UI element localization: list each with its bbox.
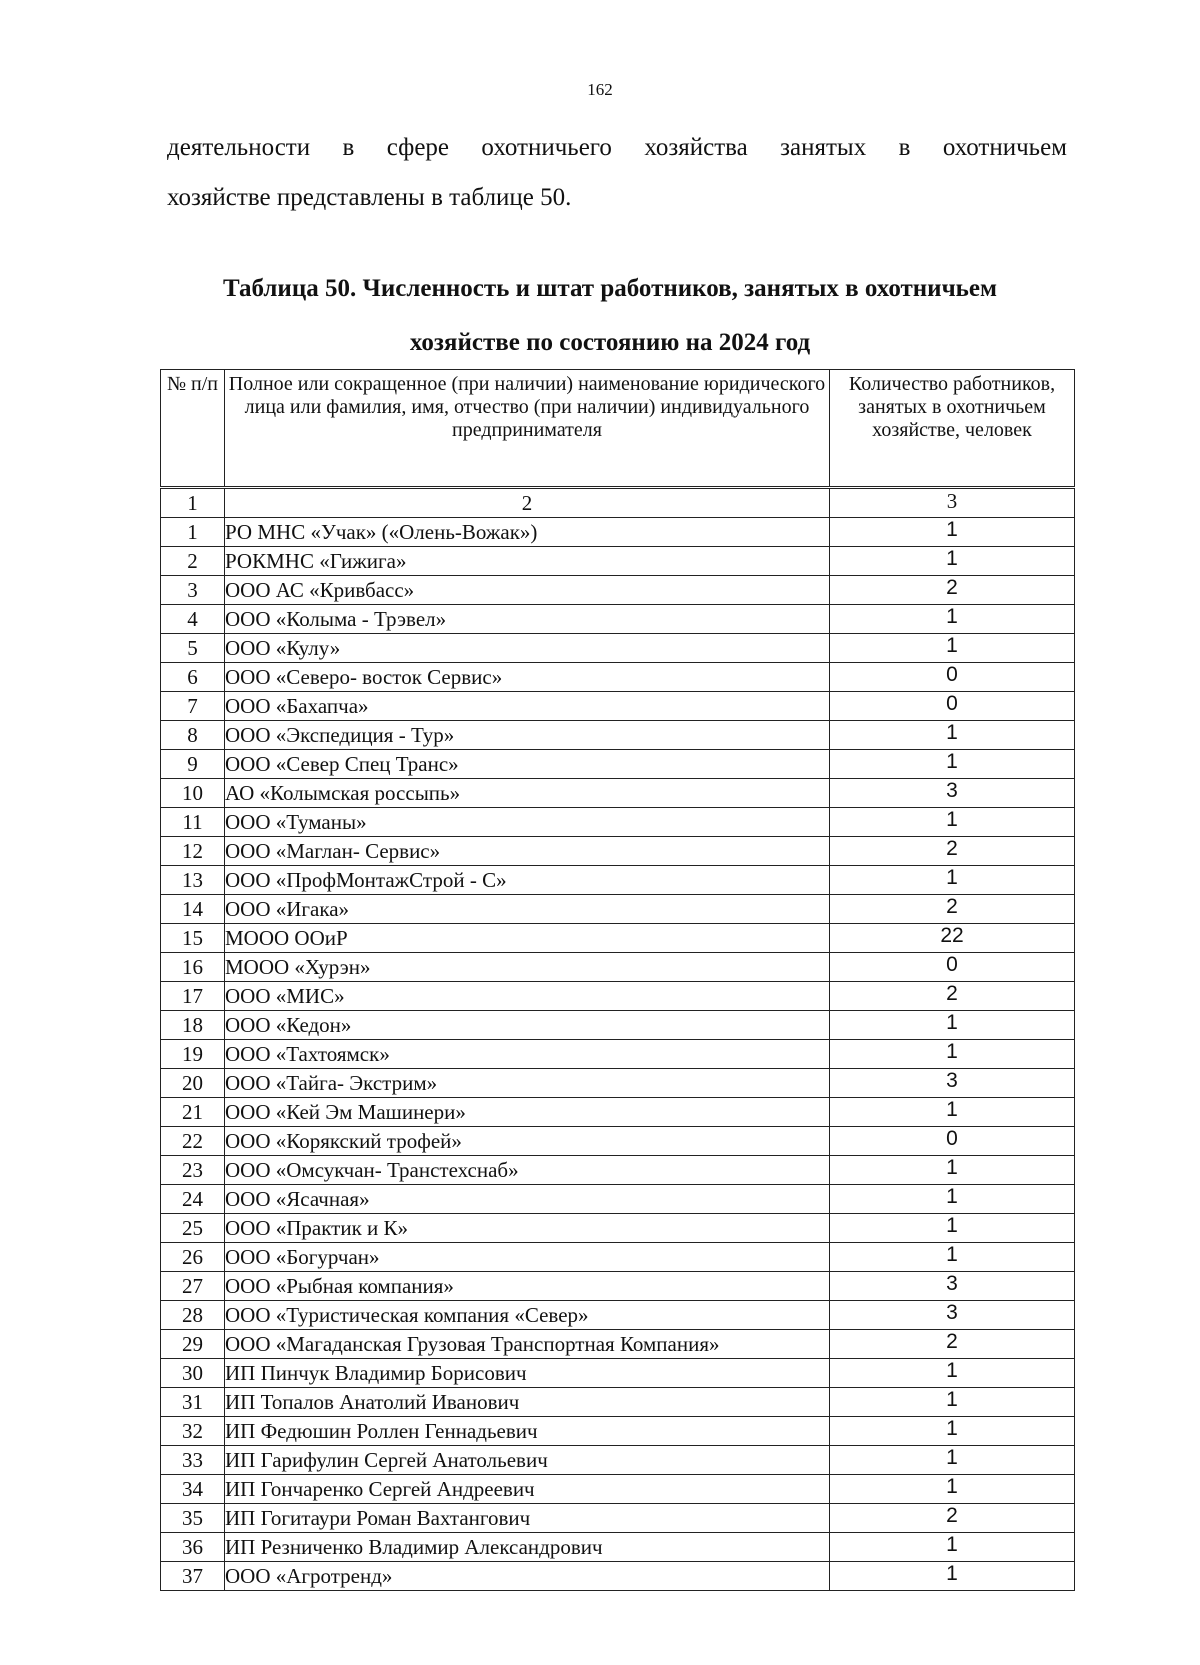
row-count: 2	[830, 576, 1075, 605]
table-row	[161, 837, 1075, 866]
row-name: ООО «Кедон»	[225, 1011, 830, 1040]
row-name: ООО «Туманы»	[225, 808, 830, 837]
row-name: ООО «Колыма - Трэвел»	[225, 605, 830, 634]
row-number: 7	[161, 692, 225, 721]
table-row	[161, 1185, 1075, 1214]
row-name: ИП Топалов Анатолий Иванович	[225, 1388, 830, 1417]
table-row	[161, 1272, 1075, 1301]
row-name: ООО «Агротренд»	[225, 1562, 830, 1591]
row-name: АО «Колымская россыпь»	[225, 779, 830, 808]
row-count: 1	[830, 1098, 1075, 1127]
table-row	[161, 750, 1075, 779]
row-number: 27	[161, 1272, 225, 1301]
row-number: 37	[161, 1562, 225, 1591]
row-number: 35	[161, 1504, 225, 1533]
table-row	[161, 634, 1075, 663]
table-row	[161, 1127, 1075, 1156]
row-count: 1	[830, 634, 1075, 663]
row-name: ООО «Практик и К»	[225, 1214, 830, 1243]
table-row	[161, 1156, 1075, 1185]
row-count: 2	[830, 837, 1075, 866]
row-number: 26	[161, 1243, 225, 1272]
row-number: 14	[161, 895, 225, 924]
row-number: 32	[161, 1417, 225, 1446]
row-number: 4	[161, 605, 225, 634]
header-count: Количество работников, занятых в охотничьем хозяйстве, человек	[830, 370, 1075, 488]
table-row	[161, 953, 1075, 982]
row-number: 11	[161, 808, 225, 837]
table-row	[161, 1214, 1075, 1243]
row-number: 8	[161, 721, 225, 750]
row-count: 1	[830, 750, 1075, 779]
row-name: ООО «Омсукчан- Транстехснаб»	[225, 1156, 830, 1185]
row-number: 9	[161, 750, 225, 779]
page-number: 162	[587, 80, 613, 99]
row-name: ИП Гончаренко Сергей Андреевич	[225, 1475, 830, 1504]
row-name: ООО «Маглан- Сервис»	[225, 837, 830, 866]
row-number: 33	[161, 1446, 225, 1475]
row-count: 2	[830, 1330, 1075, 1359]
table-row	[161, 547, 1075, 576]
row-name: ООО «Игака»	[225, 895, 830, 924]
row-count: 2	[830, 982, 1075, 1011]
row-number: 19	[161, 1040, 225, 1069]
row-number: 21	[161, 1098, 225, 1127]
table-row	[161, 1301, 1075, 1330]
row-name: ИП Резниченко Владимир Александрович	[225, 1533, 830, 1562]
table-row	[161, 692, 1075, 721]
row-number: 5	[161, 634, 225, 663]
row-number: 12	[161, 837, 225, 866]
intro-line-1: деятельности в сфере охотничьего хозяйства занятых в охотничьем	[167, 134, 1067, 161]
row-name: ИП Гогитаури Роман Вахтангович	[225, 1504, 830, 1533]
row-count: 1	[830, 1011, 1075, 1040]
row-count: 22	[830, 924, 1075, 953]
row-count: 1	[830, 1475, 1075, 1504]
table-row	[161, 808, 1075, 837]
table-row	[161, 1330, 1075, 1359]
row-count: 3	[830, 1301, 1075, 1330]
row-name: МООО ООиР	[225, 924, 830, 953]
row-count: 1	[830, 866, 1075, 895]
row-count: 1	[830, 1533, 1075, 1562]
table-row	[161, 605, 1075, 634]
table-row	[161, 1359, 1075, 1388]
header-number: № п/п	[161, 370, 225, 488]
row-name: ООО «Туристическая компания «Север»	[225, 1301, 830, 1330]
table-row	[161, 1243, 1075, 1272]
table-row	[161, 1562, 1075, 1591]
table-row	[161, 895, 1075, 924]
table-title-line-1: Таблица 50. Численность и штат работников, занятых в охотничьем	[222, 275, 998, 302]
row-number: 30	[161, 1359, 225, 1388]
table-row	[161, 1011, 1075, 1040]
row-number: 23	[161, 1156, 225, 1185]
row-name: ООО «Экспедиция - Тур»	[225, 721, 830, 750]
row-number: 36	[161, 1533, 225, 1562]
row-number: 31	[161, 1388, 225, 1417]
row-number: 22	[161, 1127, 225, 1156]
row-number: 2	[161, 547, 225, 576]
row-number: 1	[161, 518, 225, 547]
row-number: 18	[161, 1011, 225, 1040]
table-row	[161, 1098, 1075, 1127]
header-name: Полное или сокращенное (при наличии) наименование юридического лица или фамилия, имя, отчество (при наличии) индивидуального предпринимателя	[225, 370, 830, 488]
row-name: ООО «Бахапча»	[225, 692, 830, 721]
table-row	[161, 924, 1075, 953]
row-name: ИП Федюшин Роллен Геннадьевич	[225, 1417, 830, 1446]
column-numbering-row	[161, 488, 1075, 518]
row-name: РОКМНС «Гижига»	[225, 547, 830, 576]
row-number: 29	[161, 1330, 225, 1359]
row-count: 1	[830, 518, 1075, 547]
table-row	[161, 982, 1075, 1011]
column-number: 2	[225, 488, 830, 518]
row-number: 16	[161, 953, 225, 982]
row-count: 1	[830, 1359, 1075, 1388]
table-row	[161, 1040, 1075, 1069]
row-name: ООО «Богурчан»	[225, 1243, 830, 1272]
row-name: ООО «Тахтоямск»	[225, 1040, 830, 1069]
table-row	[161, 1475, 1075, 1504]
table-row	[161, 1533, 1075, 1562]
row-count: 3	[830, 1069, 1075, 1098]
row-name: ООО «Корякский трофей»	[225, 1127, 830, 1156]
row-count: 0	[830, 953, 1075, 982]
row-count: 1	[830, 1185, 1075, 1214]
row-count: 0	[830, 663, 1075, 692]
table-row	[161, 1417, 1075, 1446]
table-row	[161, 1504, 1075, 1533]
staff-table	[160, 369, 1075, 1591]
row-name: ООО «Тайга- Экстрим»	[225, 1069, 830, 1098]
column-number: 1	[161, 488, 225, 518]
row-count: 1	[830, 1214, 1075, 1243]
row-number: 20	[161, 1069, 225, 1098]
table-row	[161, 1388, 1075, 1417]
row-name: ООО «ПрофМонтажСтрой - С»	[225, 866, 830, 895]
table-row	[161, 663, 1075, 692]
row-name: ООО АС «Кривбасс»	[225, 576, 830, 605]
row-count: 1	[830, 1388, 1075, 1417]
row-name: ООО «МИС»	[225, 982, 830, 1011]
row-number: 6	[161, 663, 225, 692]
row-count: 2	[830, 1504, 1075, 1533]
row-name: ООО «Кулу»	[225, 634, 830, 663]
row-count: 3	[830, 1272, 1075, 1301]
table-row	[161, 518, 1075, 547]
row-count: 0	[830, 1127, 1075, 1156]
row-number: 13	[161, 866, 225, 895]
row-name: ООО «Северо- восток Сервис»	[225, 663, 830, 692]
row-name: РО МНС «Учак» («Олень-Вожак»)	[225, 518, 830, 547]
row-count: 1	[830, 1040, 1075, 1069]
row-count: 1	[830, 1417, 1075, 1446]
row-count: 1	[830, 547, 1075, 576]
row-count: 1	[830, 1156, 1075, 1185]
row-number: 17	[161, 982, 225, 1011]
row-name: ООО «Север Спец Транс»	[225, 750, 830, 779]
row-number: 28	[161, 1301, 225, 1330]
row-number: 34	[161, 1475, 225, 1504]
row-name: ООО «Кей Эм Машинери»	[225, 1098, 830, 1127]
intro-line-2: хозяйстве представлены в таблице 50.	[167, 184, 572, 211]
row-count: 1	[830, 721, 1075, 750]
column-number: 3	[830, 488, 1075, 518]
row-count: 1	[830, 1243, 1075, 1272]
table-row	[161, 1446, 1075, 1475]
row-name: ИП Гарифулин Сергей Анатольевич	[225, 1446, 830, 1475]
row-count: 3	[830, 779, 1075, 808]
row-name: ООО «Ясачная»	[225, 1185, 830, 1214]
table-title-line-2: хозяйстве по состоянию на 2024 год	[409, 329, 811, 356]
table-row	[161, 721, 1075, 750]
row-count: 2	[830, 895, 1075, 924]
table-row	[161, 866, 1075, 895]
row-number: 15	[161, 924, 225, 953]
row-number: 10	[161, 779, 225, 808]
row-name: ООО «Рыбная компания»	[225, 1272, 830, 1301]
row-number: 3	[161, 576, 225, 605]
row-name: МООО «Хурэн»	[225, 953, 830, 982]
row-count: 1	[830, 1446, 1075, 1475]
table-row	[161, 779, 1075, 808]
row-count: 1	[830, 808, 1075, 837]
row-count: 1	[830, 1562, 1075, 1591]
row-count: 0	[830, 692, 1075, 721]
row-name: ИП Пинчук Владимир Борисович	[225, 1359, 830, 1388]
row-number: 25	[161, 1214, 225, 1243]
row-number: 24	[161, 1185, 225, 1214]
table-row	[161, 576, 1075, 605]
table-row	[161, 1069, 1075, 1098]
row-name: ООО «Магаданская Грузовая Транспортная Компания»	[225, 1330, 830, 1359]
row-count: 1	[830, 605, 1075, 634]
table-header-row	[161, 370, 1075, 488]
